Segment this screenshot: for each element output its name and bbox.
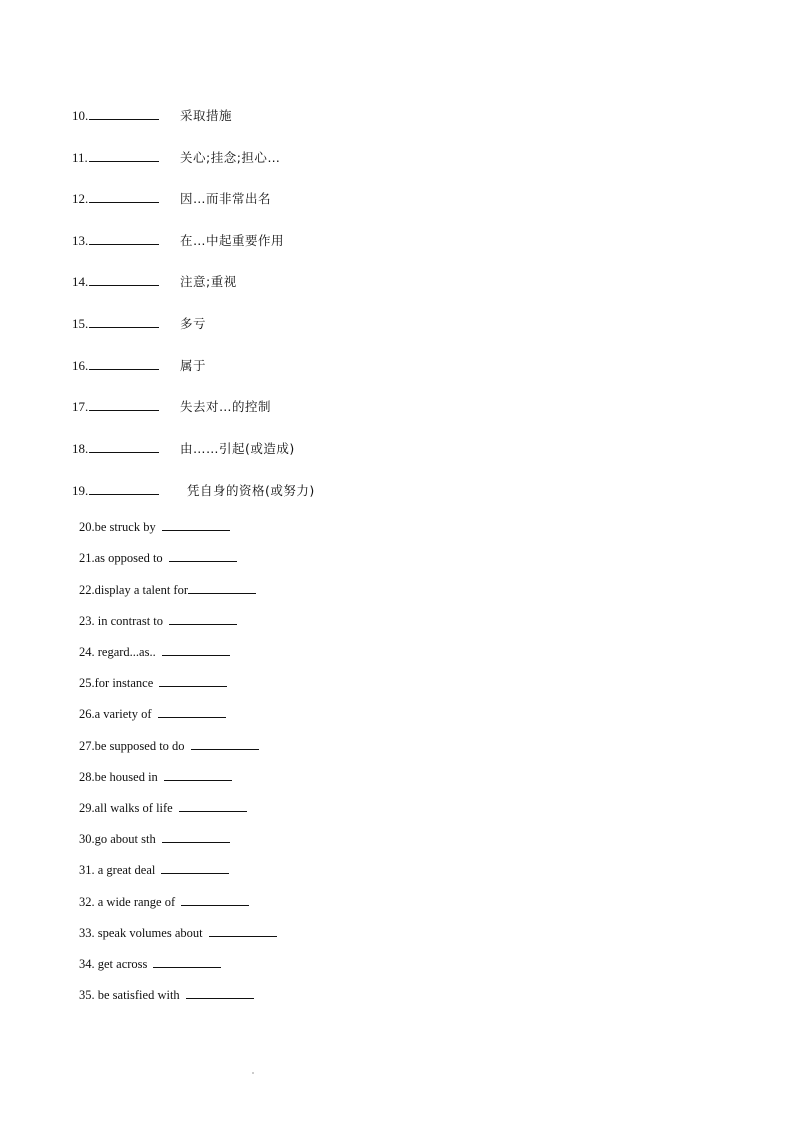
phrase-text: 35. be satisfied with	[79, 988, 180, 1002]
answer-blank[interactable]	[89, 315, 159, 328]
chinese-meaning: 注意;重视	[180, 274, 237, 289]
phrase-text: 25.for instance	[79, 676, 154, 690]
phrase-text: 34. get across	[79, 957, 148, 971]
phrase-item-34	[79, 955, 221, 973]
phrase-item-20	[79, 518, 230, 536]
answer-blank[interactable]	[169, 612, 237, 625]
answer-blank[interactable]	[89, 190, 159, 203]
answer-blank[interactable]	[186, 986, 254, 999]
answer-blank[interactable]	[153, 955, 221, 968]
page-mark	[252, 1072, 254, 1074]
phrase-text: 20.be struck by	[79, 520, 156, 534]
answer-blank[interactable]	[89, 482, 159, 495]
vocab-item-13	[72, 232, 285, 250]
vocab-item-10	[72, 107, 233, 125]
vocab-item-14	[72, 273, 237, 291]
answer-blank[interactable]	[169, 549, 237, 562]
answer-blank[interactable]	[89, 440, 159, 453]
phrase-item-24	[79, 643, 230, 661]
answer-blank[interactable]	[159, 674, 227, 687]
answer-blank[interactable]	[162, 830, 230, 843]
phrase-item-23	[79, 612, 237, 630]
vocab-item-16	[72, 357, 207, 375]
phrase-text: 22.display a talent for	[79, 583, 188, 597]
phrase-text: 24. regard...as..	[79, 645, 156, 659]
phrase-text: 31. a great deal	[79, 863, 156, 877]
phrase-text: 30.go about sth	[79, 832, 156, 846]
vocab-item-17	[72, 398, 272, 416]
answer-blank[interactable]	[89, 357, 159, 370]
phrase-item-30	[79, 830, 230, 848]
vocab-item-12	[72, 190, 272, 208]
answer-blank[interactable]	[188, 581, 256, 594]
item-number: 17.	[72, 399, 89, 414]
item-number: 15.	[72, 316, 89, 331]
vocab-item-11	[72, 149, 281, 167]
item-number: 10.	[72, 108, 89, 123]
answer-blank[interactable]	[191, 737, 259, 750]
answer-blank[interactable]	[164, 768, 232, 781]
answer-blank[interactable]	[89, 107, 159, 120]
phrase-item-35	[79, 986, 254, 1004]
item-number: 11.	[72, 150, 88, 165]
phrase-item-26	[79, 705, 226, 723]
answer-blank[interactable]	[162, 643, 230, 656]
item-number: 16.	[72, 358, 89, 373]
phrase-item-27	[79, 737, 259, 755]
phrase-item-22	[79, 581, 256, 599]
answer-blank[interactable]	[89, 398, 159, 411]
chinese-meaning: 凭自身的资格(或努力)	[187, 483, 315, 498]
vocab-item-19	[72, 482, 315, 500]
phrase-item-25	[79, 674, 227, 692]
item-number: 14.	[72, 274, 89, 289]
phrase-text: 28.be housed in	[79, 770, 158, 784]
phrase-text: 32. a wide range of	[79, 895, 176, 909]
item-number: 19.	[72, 483, 89, 498]
chinese-meaning: 关心;挂念;担心…	[180, 150, 281, 165]
phrase-item-31	[79, 861, 229, 879]
phrase-text: 23. in contrast to	[79, 614, 164, 628]
answer-blank[interactable]	[179, 799, 247, 812]
answer-blank[interactable]	[89, 273, 159, 286]
phrase-text: 21.as opposed to	[79, 551, 163, 565]
answer-blank[interactable]	[161, 861, 229, 874]
chinese-meaning: 采取措施	[180, 108, 233, 123]
phrase-text: 26.a variety of	[79, 707, 152, 721]
chinese-meaning: 属于	[180, 358, 207, 373]
item-number: 18.	[72, 441, 89, 456]
answer-blank[interactable]	[89, 149, 159, 162]
item-number: 13.	[72, 233, 89, 248]
phrase-item-33	[79, 924, 277, 942]
chinese-meaning: 因…而非常出名	[180, 191, 272, 206]
phrase-text: 33. speak volumes about	[79, 926, 203, 940]
phrase-item-21	[79, 549, 237, 567]
vocab-item-18	[72, 440, 295, 458]
chinese-meaning: 由……引起(或造成)	[180, 441, 295, 456]
phrase-item-29	[79, 799, 247, 817]
chinese-meaning: 在…中起重要作用	[180, 233, 285, 248]
answer-blank[interactable]	[89, 232, 159, 245]
phrase-text: 27.be supposed to do	[79, 739, 185, 753]
item-number: 12.	[72, 191, 89, 206]
phrase-text: 29.all walks of life	[79, 801, 173, 815]
answer-blank[interactable]	[209, 924, 277, 937]
answer-blank[interactable]	[162, 518, 230, 531]
chinese-meaning: 多亏	[180, 316, 207, 331]
answer-blank[interactable]	[158, 705, 226, 718]
answer-blank[interactable]	[181, 893, 249, 906]
phrase-item-32	[79, 893, 249, 911]
phrase-item-28	[79, 768, 232, 786]
vocab-item-15	[72, 315, 207, 333]
chinese-meaning: 失去对…的控制	[180, 399, 272, 414]
